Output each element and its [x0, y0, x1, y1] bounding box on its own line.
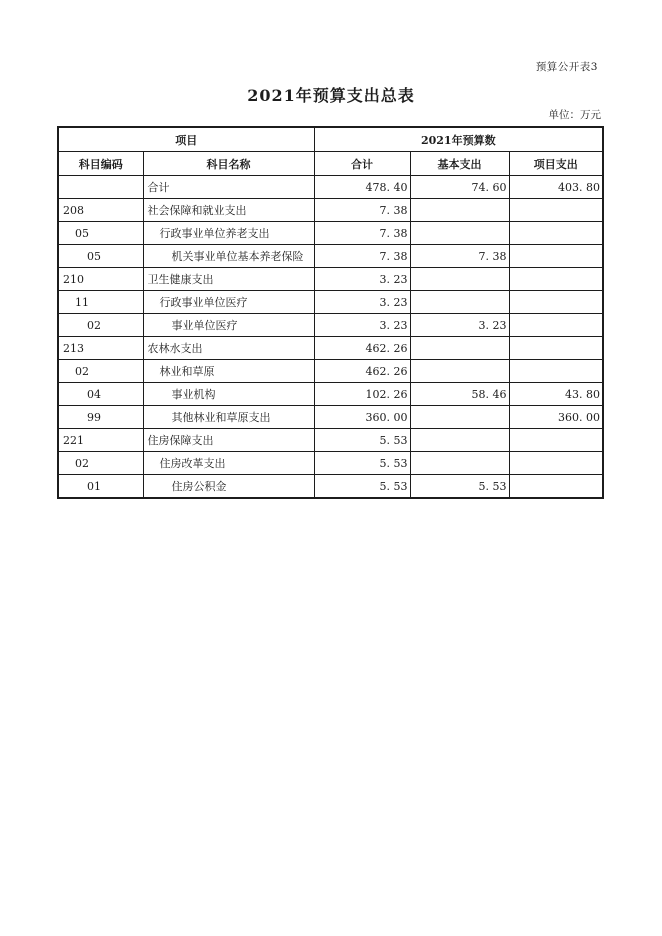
project-value-cell: 403. 80	[509, 176, 603, 199]
subject-code-cell: 210	[58, 268, 143, 291]
project-value-cell	[509, 245, 603, 268]
total-value-cell: 5. 53	[314, 452, 410, 475]
subject-code-cell: 02	[58, 452, 143, 475]
table-header	[58, 127, 603, 176]
header-project-group: 项目	[58, 127, 314, 152]
subject-name-cell: 卫生健康支出	[143, 268, 314, 291]
table-row	[58, 245, 603, 268]
project-value-cell	[509, 268, 603, 291]
page-title: 2021年预算支出总表	[247, 86, 415, 105]
project-value-cell	[509, 452, 603, 475]
basic-value-cell: 5. 53	[410, 475, 509, 499]
subject-code-cell: 04	[58, 383, 143, 406]
subject-name-cell: 机关事业单位基本养老保险	[143, 245, 314, 268]
subject-name-cell: 其他林业和草原支出	[143, 406, 314, 429]
table-row	[58, 199, 603, 222]
project-value-cell: 43. 80	[509, 383, 603, 406]
subject-code-cell: 221	[58, 429, 143, 452]
total-value-cell: 478. 40	[314, 176, 410, 199]
subject-name-cell: 住房改革支出	[143, 452, 314, 475]
subject-code-cell: 213	[58, 337, 143, 360]
table-row	[58, 176, 603, 199]
basic-value-cell	[410, 360, 509, 383]
project-value-cell	[509, 199, 603, 222]
subject-code-cell: 02	[58, 360, 143, 383]
subject-name-cell: 合计	[143, 176, 314, 199]
subject-name-cell: 林业和草原	[143, 360, 314, 383]
project-value-cell	[509, 429, 603, 452]
project-value-cell	[509, 291, 603, 314]
project-value-cell	[509, 475, 603, 499]
total-value-cell: 360. 00	[314, 406, 410, 429]
subject-code-cell: 208	[58, 199, 143, 222]
total-value-cell: 3. 23	[314, 314, 410, 337]
subject-name-cell: 住房保障支出	[143, 429, 314, 452]
subject-code-cell: 99	[58, 406, 143, 429]
total-value-cell: 462. 26	[314, 337, 410, 360]
subject-name-cell: 行政事业单位养老支出	[143, 222, 314, 245]
project-value-cell	[509, 337, 603, 360]
table-row	[58, 475, 603, 499]
header-columns-row	[58, 152, 603, 176]
doc-index-label: 预算公开表3	[535, 61, 598, 73]
basic-value-cell	[410, 406, 509, 429]
subject-name-cell: 事业单位医疗	[143, 314, 314, 337]
total-value-cell: 7. 38	[314, 199, 410, 222]
basic-value-cell: 58. 46	[410, 383, 509, 406]
header-subject-name: 科目名称	[143, 152, 314, 176]
project-value-cell: 360. 00	[509, 406, 603, 429]
header-subject-code: 科目编码	[58, 152, 143, 176]
subject-code-cell	[58, 176, 143, 199]
total-value-cell: 3. 23	[314, 291, 410, 314]
table-row	[58, 406, 603, 429]
total-value-cell: 5. 53	[314, 429, 410, 452]
total-value-cell: 462. 26	[314, 360, 410, 383]
project-value-cell	[509, 314, 603, 337]
table-row	[58, 383, 603, 406]
subject-name-cell: 事业机构	[143, 383, 314, 406]
subject-code-cell: 05	[58, 245, 143, 268]
subject-name-cell: 行政事业单位医疗	[143, 291, 314, 314]
table-row	[58, 360, 603, 383]
basic-value-cell: 7. 38	[410, 245, 509, 268]
project-value-cell	[509, 222, 603, 245]
budget-table	[57, 126, 604, 499]
subject-code-cell: 11	[58, 291, 143, 314]
unit-label: 单位：万元	[548, 109, 601, 121]
header-project-expense: 项目支出	[509, 152, 603, 176]
basic-value-cell	[410, 429, 509, 452]
subject-name-cell: 住房公积金	[143, 475, 314, 499]
basic-value-cell	[410, 199, 509, 222]
table-row	[58, 222, 603, 245]
table-row	[58, 337, 603, 360]
subject-name-cell: 农林水支出	[143, 337, 314, 360]
header-group-row	[58, 127, 603, 152]
basic-value-cell: 74. 60	[410, 176, 509, 199]
basic-value-cell: 3. 23	[410, 314, 509, 337]
header-total: 合计	[314, 152, 410, 176]
subject-code-cell: 02	[58, 314, 143, 337]
basic-value-cell	[410, 452, 509, 475]
header-budget-group: 2021年预算数	[314, 127, 603, 152]
total-value-cell: 5. 53	[314, 475, 410, 499]
subject-name-cell: 社会保障和就业支出	[143, 199, 314, 222]
table-body	[58, 176, 603, 499]
basic-value-cell	[410, 291, 509, 314]
table-row	[58, 452, 603, 475]
total-value-cell: 7. 38	[314, 245, 410, 268]
subject-code-cell: 01	[58, 475, 143, 499]
total-value-cell: 7. 38	[314, 222, 410, 245]
table-row	[58, 314, 603, 337]
table-row	[58, 291, 603, 314]
subject-code-cell: 05	[58, 222, 143, 245]
total-value-cell: 3. 23	[314, 268, 410, 291]
project-value-cell	[509, 360, 603, 383]
total-value-cell: 102. 26	[314, 383, 410, 406]
basic-value-cell	[410, 268, 509, 291]
table-row	[58, 268, 603, 291]
basic-value-cell	[410, 337, 509, 360]
header-basic-expense: 基本支出	[410, 152, 509, 176]
table-row	[58, 429, 603, 452]
basic-value-cell	[410, 222, 509, 245]
